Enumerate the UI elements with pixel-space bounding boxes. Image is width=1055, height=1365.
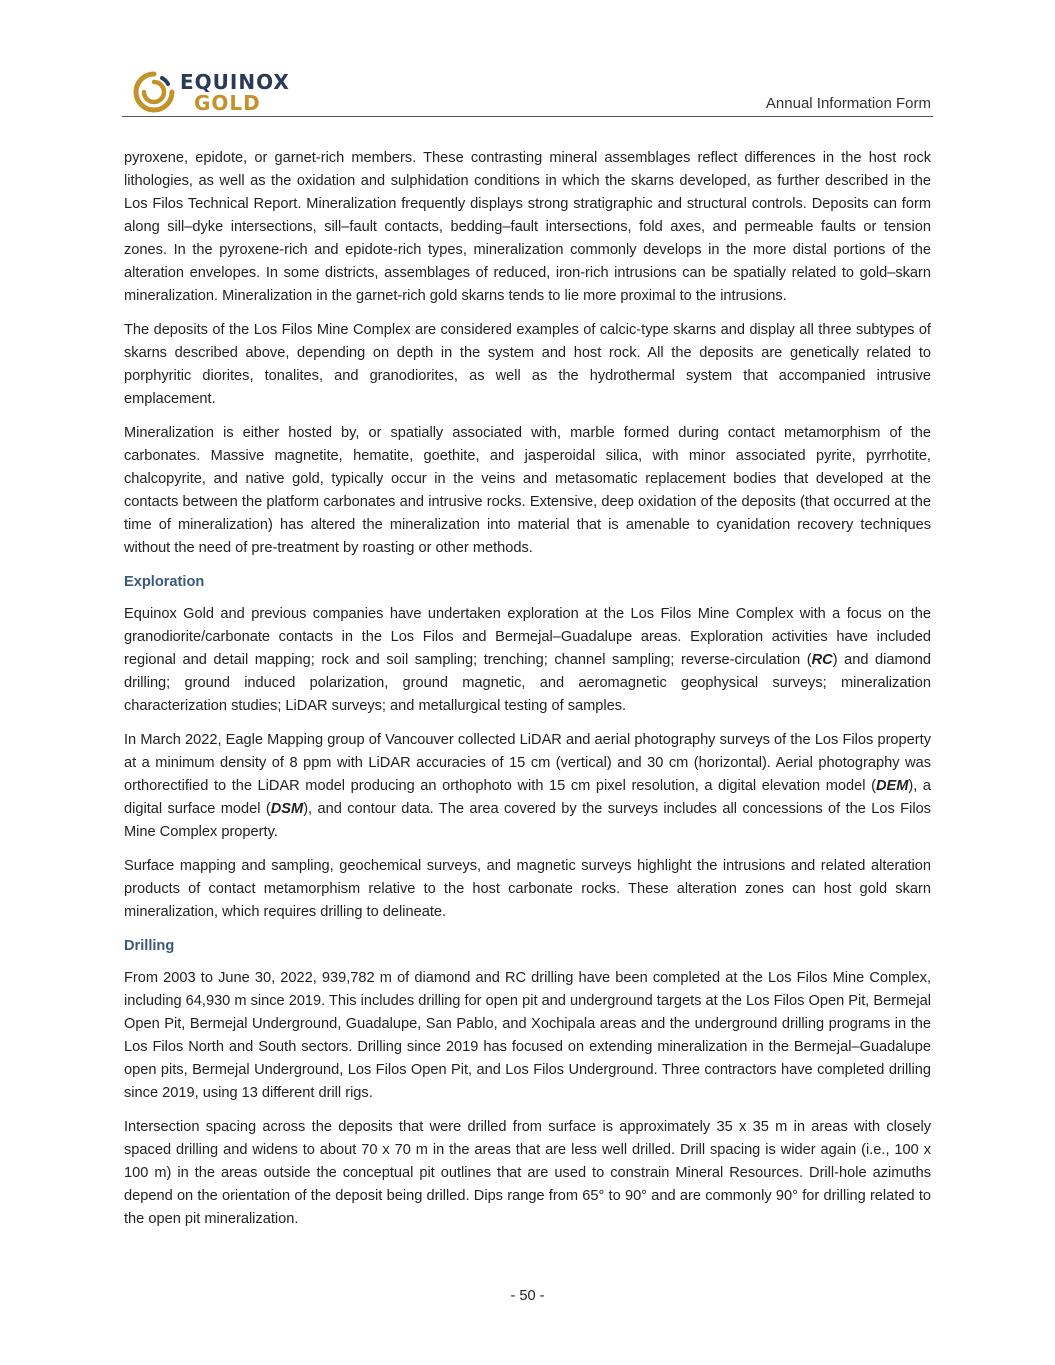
text-segment: In March 2022, Eagle Mapping group of Vancouver collected LiDAR and aerial photography surveys of the Los Filos property at a minimum density of 8 ppm with LiDAR accuracies of 15 cm (vertical) and 30 cm (horizontal). Aerial photography was orthorectified to the LiDAR model producing an orthophoto with 15 cm pixel resolution, a digital elevation model (	[124, 732, 931, 794]
section-heading-drilling: Drilling	[124, 938, 175, 954]
document-title: Annual Information Form	[765, 95, 931, 112]
page-number: - 50 -	[510, 1288, 545, 1304]
paragraph-surface-mapping: Surface mapping and sampling, geochemical surveys, and magnetic surveys highlight the intrusions and related alteration products of contact metamorphism relative to the host carbonate rocks. These alteration zones can host gold skarn mineralization, which requires drilling to delineate.	[124, 858, 931, 920]
abbreviation-rc: RC	[811, 652, 833, 668]
paragraph-exploration-activities	[124, 603, 931, 718]
page-body	[124, 147, 931, 1242]
paragraph-skarn-mineral-assemblages: pyroxene, epidote, or garnet-rich members. These contrasting mineral assemblages reflect differences in the host rock lithologies, as well as the oxidation and sulphidation conditions in which the skarns developed, as further described in the Los Filos Technical Report. Mineralization frequently displays strong stratigraphic and structural controls. Deposits can form along sill–dyke intersections, sill–fault contacts, bedding–fault intersections, fold axes, and permeable faults or tension zones. In the pyroxene-rich and epidote-rich types, mineralization commonly develops in the more distal portions of the alteration envelopes. In some districts, assemblages of reduced, iron-rich intrusions can be spatially related to gold–skarn mineralization. Mineralization in the garnet-rich gold skarns tends to lie more proximal to the intrusions.	[124, 150, 931, 304]
company-logo	[132, 70, 312, 114]
paragraph-calcic-skarns: The deposits of the Los Filos Mine Complex are considered examples of calcic-type skarns and display all three subtypes of skarns described above, depending on depth in the system and host rock. All the deposits are genetically related to porphyritic diorites, tonalites, and granodiorites, as well as the hydrothermal system that accompanied intrusive emplacement.	[124, 322, 931, 407]
logo-wordmark-equinox: EQUINOX	[180, 70, 290, 94]
paragraph-mineralization-hosting: Mineralization is either hosted by, or spatially associated with, marble formed during contact metamorphism of the carbonates. Massive magnetite, hematite, goethite, and jasperoidal silica, with minor associated pyrite, pyrrhotite, chalcopyrite, and native gold, typically occur in the veins and metasomatic replacement bodies that developed at the contacts between the platform carbonates and intrusive rocks. Extensive, deep oxidation of the deposits (that occurred at the time of mineralization) has altered the mineralization into material that is amenable to cyanidation recovery techniques without the need of pre-treatment by roasting or other methods.	[124, 425, 931, 556]
paragraph-drilling-summary: From 2003 to June 30, 2022, 939,782 m of diamond and RC drilling have been completed at the Los Filos Mine Complex, including 64,930 m since 2019. This includes drilling for open pit and underground targets at the Los Filos Open Pit, Bermejal Open Pit, Bermejal Underground, Guadalupe, San Pablo, and Xochipala areas and the underground drilling programs in the Los Filos North and South sectors. Drilling since 2019 has focused on extending mineralization in the Bermejal–Guadalupe open pits, Bermejal Underground, Los Filos Open Pit, and Los Filos Underground. Three contractors have completed drilling since 2019, using 13 different drill rigs.	[124, 970, 931, 1101]
text-segment: Equinox Gold and previous companies have undertaken exploration at the Los Filos Mine Complex with a focus on the granodiorite/carbonate contacts in the Los Filos and Bermejal–Guadalupe areas. Exploration activities have included regional and detail mapping; rock and soil sampling; trenching; channel sampling; reverse-circulation (	[124, 606, 931, 668]
page-header	[122, 66, 933, 117]
abbreviation-dsm: DSM	[270, 801, 304, 817]
paragraph-intersection-spacing: Intersection spacing across the deposits that were drilled from surface is approximately 35 x 35 m in areas with closely spaced drilling and widens to about 70 x 70 m in the areas that are less well drilled. Drill spacing is wider again (i.e., 100 x 100 m) in the areas outside the conceptual pit outlines that are used to constrain Mineral Resources. Drill-hole azimuths depend on the orientation of the deposit being drilled. Dips range from 65° to 90° and are commonly 90° for drilling related to the open pit mineralization.	[124, 1119, 931, 1227]
text-segment: ), and contour data. The area covered by the surveys includes all concessions of the Los Filos Mine Complex property.	[124, 801, 931, 840]
text-segment: ) and diamond drilling; ground induced polarization, ground magnetic, and aeromagnetic geophysical surveys; mineralization characterization studies; LiDAR surveys; and metallurgical testing of samples.	[124, 652, 931, 714]
section-heading-exploration: Exploration	[124, 574, 205, 590]
logo-wordmark-gold: GOLD	[194, 91, 261, 115]
text-segment: ), a digital surface model (	[124, 778, 931, 817]
equinox-gold-logo-icon	[132, 70, 176, 114]
abbreviation-dem: DEM	[875, 778, 909, 794]
paragraph-lidar-survey	[124, 729, 931, 844]
